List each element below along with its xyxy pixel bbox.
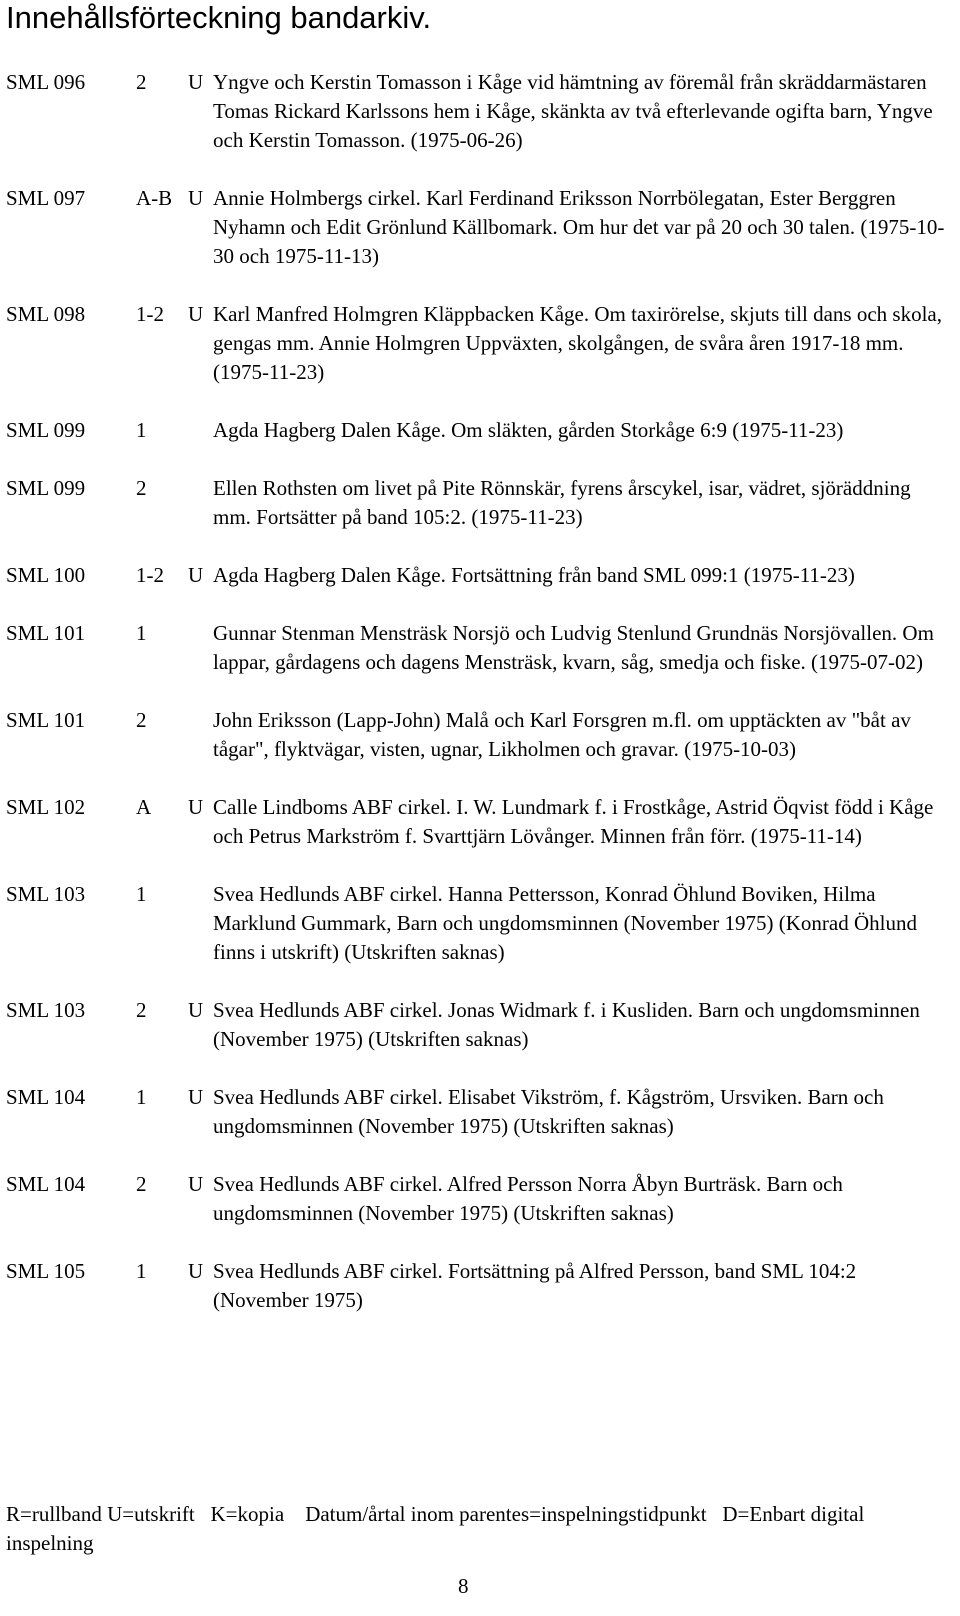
entry-band: 1-2 xyxy=(136,302,164,326)
entry-code: SML 101 xyxy=(6,621,86,645)
legend-digital: D=Enbart digital inspelning xyxy=(6,1502,865,1555)
legend-utskrift: U=utskrift xyxy=(107,1502,195,1526)
legend-kopia: K=kopia xyxy=(210,1502,285,1526)
archive-entry xyxy=(6,474,954,532)
entry-flag: U xyxy=(188,1172,204,1196)
entry-flag: U xyxy=(188,186,204,210)
entry-band: 2 xyxy=(136,1172,147,1196)
entry-description: John Eriksson (Lapp-John) Malå och Karl Forsgren m.fl. om upptäckten av "båt av tågar", flyktvägar, visten, ugnar, Likholmen och gravar. (1975-10-03) xyxy=(213,708,911,761)
entry-code: SML 097 xyxy=(6,186,86,210)
entry-code: SML 102 xyxy=(6,795,86,819)
entry-description: Svea Hedlunds ABF cirkel. Jonas Widmark f. i Kusliden. Barn och ungdomsminnen (November 1975) (Utskriften saknas) xyxy=(213,998,920,1051)
page-number: 8 xyxy=(458,1574,469,1598)
entry-band: A-B xyxy=(136,186,173,210)
entry-description: Calle Lindboms ABF cirkel. I. W. Lundmark f. i Frostkåge, Astrid Öqvist född i Kåge och Petrus Markström f. Svarttjärn Lövånger. Minnen från förr. (1975-11-14) xyxy=(213,795,934,848)
entry-flag: U xyxy=(188,302,204,326)
legend xyxy=(6,1500,946,1558)
entry-code: SML 104 xyxy=(6,1085,86,1109)
entry-description: Annie Holmbergs cirkel. Karl Ferdinand Eriksson Norrbölegatan, Ester Berggren Nyhamn och Edit Grönlund Källbomark. Om hur det var på 20 och 30 talen. (1975-10-30 och 1975-11-13) xyxy=(213,186,945,268)
entry-code: SML 099 xyxy=(6,476,86,500)
entry-code: SML 103 xyxy=(6,882,86,906)
entry-band: 1 xyxy=(136,1085,147,1109)
entry-code: SML 104 xyxy=(6,1172,86,1196)
entry-description: Agda Hagberg Dalen Kåge. Fortsättning från band SML 099:1 (1975-11-23) xyxy=(213,563,855,587)
entry-band: 1 xyxy=(136,418,147,442)
entry-description: Agda Hagberg Dalen Kåge. Om släkten, gården Storkåge 6:9 (1975-11-23) xyxy=(213,418,844,442)
archive-entry xyxy=(6,793,954,851)
archive-entry-list xyxy=(6,68,954,1344)
entry-code: SML 099 xyxy=(6,418,86,442)
archive-entry xyxy=(6,68,954,155)
archive-entry xyxy=(6,184,954,271)
entry-description: Svea Hedlunds ABF cirkel. Hanna Pettersson, Konrad Öhlund Boviken, Hilma Marklund Gummark, Barn och ungdomsminnen (November 1975) (Konrad Öhlund finns i utskrift) (Utskriften saknas) xyxy=(213,882,917,964)
entry-flag: U xyxy=(188,70,204,94)
entry-description: Gunnar Stenman Mensträsk Norsjö och Ludvig Stenlund Grundnäs Norsjövallen. Om lappar, gårdagens och dagens Mensträsk, kvarn, såg, smedja och fiske. (1975-07-02) xyxy=(213,621,934,674)
archive-entry xyxy=(6,619,954,677)
archive-entry xyxy=(6,300,954,387)
entry-band: 2 xyxy=(136,70,147,94)
entry-flag: U xyxy=(188,563,204,587)
entry-band: A xyxy=(136,795,152,819)
entry-band: 1 xyxy=(136,882,147,906)
entry-code: SML 103 xyxy=(6,998,86,1022)
entry-description: Karl Manfred Holmgren Kläppbacken Kåge. Om taxirörelse, skjuts till dans och skola, gengas mm. Annie Holmgren Uppväxten, skolgången, de svåra åren 1917-18 mm. (1975-11-23) xyxy=(213,302,942,384)
entry-band: 2 xyxy=(136,708,147,732)
archive-entry xyxy=(6,706,954,764)
entry-code: SML 096 xyxy=(6,70,86,94)
entry-description: Yngve och Kerstin Tomasson i Kåge vid hämtning av föremål från skräddarmästaren Tomas Rickard Karlssons hem i Kåge, skänkta av två efterlevande ogifta barn, Yngve och Kerstin Tomasson. (1975-06-26) xyxy=(213,70,933,152)
archive-entry xyxy=(6,1170,954,1228)
entry-flag: U xyxy=(188,1259,204,1283)
entry-flag: U xyxy=(188,1085,204,1109)
entry-band: 1 xyxy=(136,1259,147,1283)
entry-description: Svea Hedlunds ABF cirkel. Elisabet Vikström, f. Kågström, Ursviken. Barn och ungdomsminnen (November 1975) (Utskriften saknas) xyxy=(213,1085,884,1138)
entry-code: SML 101 xyxy=(6,708,86,732)
entry-code: SML 098 xyxy=(6,302,86,326)
entry-band: 2 xyxy=(136,998,147,1022)
archive-entry xyxy=(6,880,954,967)
entry-flag: U xyxy=(188,795,204,819)
archive-entry xyxy=(6,1257,954,1315)
archive-entry xyxy=(6,996,954,1054)
archive-entry xyxy=(6,416,954,445)
archive-entry xyxy=(6,1083,954,1141)
entry-band: 2 xyxy=(136,476,147,500)
page-title: Innehållsförteckning bandarkiv. xyxy=(6,0,432,35)
legend-rullband: R=rullband xyxy=(6,1502,102,1526)
entry-description: Svea Hedlunds ABF cirkel. Fortsättning på Alfred Persson, band SML 104:2 (November 1975) xyxy=(213,1259,857,1312)
entry-flag: U xyxy=(188,998,204,1022)
entry-description: Svea Hedlunds ABF cirkel. Alfred Persson Norra Åbyn Burträsk. Barn och ungdomsminnen (November 1975) (Utskriften saknas) xyxy=(213,1172,843,1225)
entry-description: Ellen Rothsten om livet på Pite Rönnskär, fyrens årscykel, isar, vädret, sjöräddning mm. Fortsätter på band 105:2. (1975-11-23) xyxy=(213,476,911,529)
entry-code: SML 100 xyxy=(6,563,86,587)
entry-band: 1 xyxy=(136,621,147,645)
legend-datum: Datum/årtal inom parentes=inspelningstidpunkt xyxy=(305,1502,707,1526)
entry-band: 1-2 xyxy=(136,563,164,587)
archive-entry xyxy=(6,561,954,590)
entry-code: SML 105 xyxy=(6,1259,86,1283)
